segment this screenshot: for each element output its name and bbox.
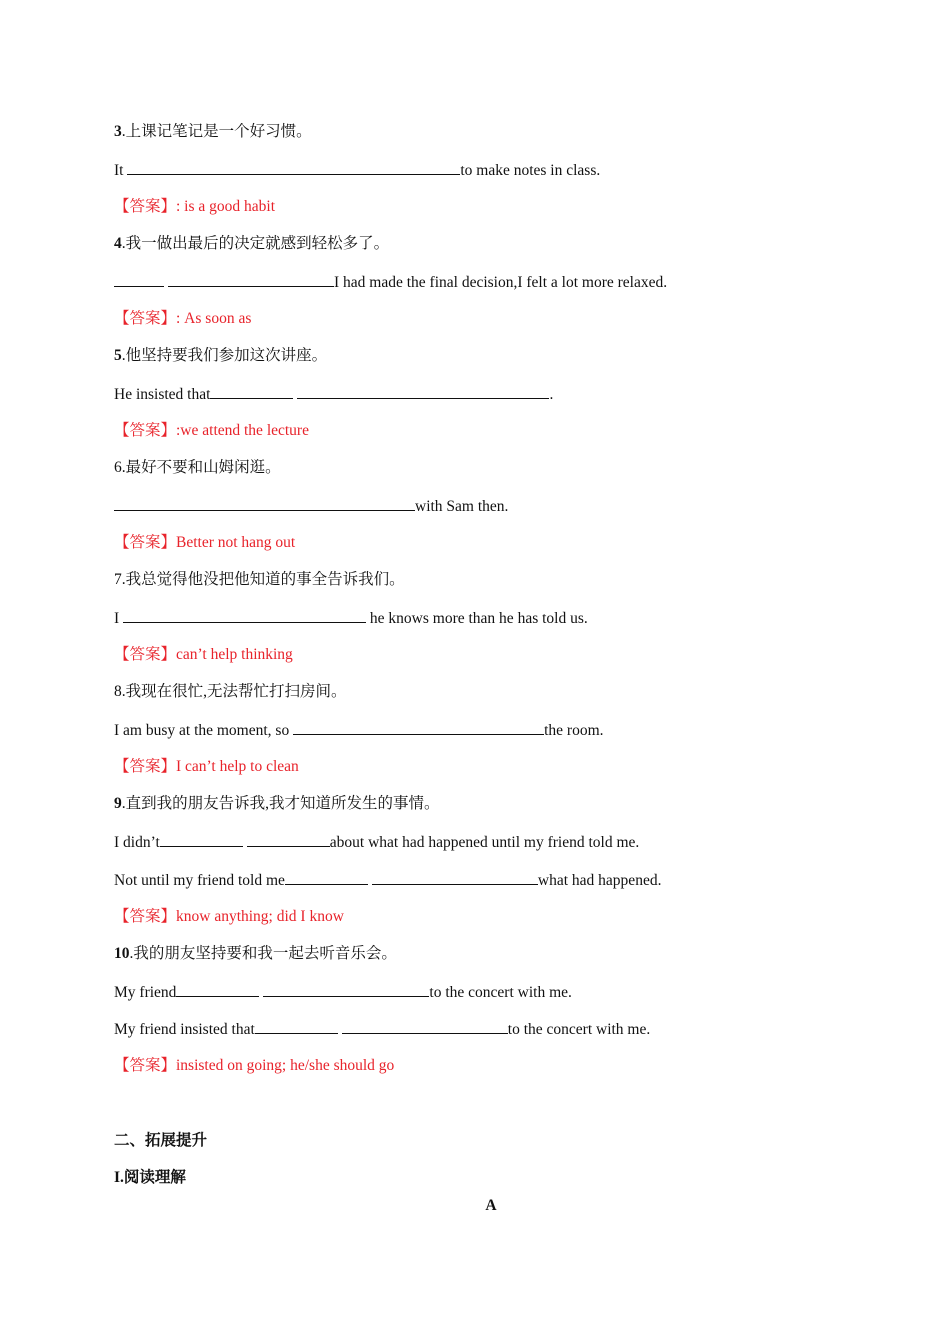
q9-prompt (114, 794, 440, 814)
q6-text-post: with Sam then. (415, 498, 509, 515)
q10-s2-blank-2[interactable] (342, 1019, 508, 1034)
q10-chinese: .我的朋友坚持要和我一起去听音乐会。 (129, 945, 397, 962)
q5-blank-2[interactable] (297, 384, 549, 399)
q10-s1-blank-1[interactable] (176, 982, 259, 997)
q5-chinese: .他坚持要我们参加这次讲座。 (121, 347, 328, 364)
q3-sentence (114, 160, 600, 181)
q9-sentence-2 (114, 870, 661, 891)
q4-blank-2[interactable] (168, 272, 334, 287)
q9-chinese: .直到我的朋友告诉我,我才知道所发生的事情。 (121, 795, 440, 812)
q6-sentence (114, 496, 508, 517)
q9-s2-text-post: what had happened. (537, 872, 662, 889)
q8-sentence (114, 720, 604, 741)
q9-s2-blank-1[interactable] (285, 870, 368, 885)
q7-prompt: 7.我总觉得他没把他知道的事全告诉我们。 (114, 571, 405, 588)
q9-sentence-1 (114, 832, 639, 853)
q10-answer: 【答案】insisted on going; he/she should go (114, 1057, 395, 1074)
q4-chinese: .我一做出最后的决定就感到轻松多了。 (121, 235, 390, 252)
q9-s1-blank-1[interactable] (160, 832, 243, 847)
q4-prompt (114, 234, 389, 254)
q6-prompt: 6.最好不要和山姆闲逛。 (114, 459, 281, 476)
q10-s1-text-pre: My friend (114, 984, 177, 1001)
q7-sentence (114, 608, 588, 629)
q5-prompt (114, 346, 327, 366)
q3-answer: 【答案】: is a good habit (114, 198, 276, 215)
q9-s1-text-pre: I didn’t (114, 834, 160, 851)
q9-s2-blank-2[interactable] (372, 870, 538, 885)
q3-prompt (114, 122, 312, 142)
q10-s2-blank-1[interactable] (255, 1019, 338, 1034)
q6-blank[interactable] (114, 496, 415, 511)
q5-text-pre: He insisted that (114, 386, 211, 403)
q10-s2-text-pre: My friend insisted that (114, 1021, 255, 1038)
q10-sentence-2 (114, 1019, 650, 1040)
q5-text-post: . (549, 386, 554, 403)
q9-s1-text-post: about what had happened until my friend told me. (329, 834, 640, 851)
passage-label: A (485, 1197, 497, 1214)
q4-blank-1[interactable] (114, 272, 164, 287)
q3-text-post: to make notes in class. (460, 162, 601, 179)
q4-answer: 【答案】: As soon as (114, 310, 252, 327)
q7-text-post: he knows more than he has told us. (366, 610, 588, 627)
q8-answer: 【答案】I can’t help to clean (114, 758, 299, 775)
q10-s1-blank-2[interactable] (263, 982, 429, 997)
section-title: 二、拓展提升 (114, 1132, 208, 1149)
q4-sentence (114, 272, 667, 293)
q10-prompt (114, 944, 397, 964)
section-subtitle-num: I. (114, 1169, 124, 1186)
section-subtitle-text: 阅读理解 (123, 1169, 186, 1186)
q5-answer: 【答案】:we attend the lecture (114, 422, 309, 439)
q10-number: 10 (114, 945, 130, 962)
q8-text-pre: I am busy at the moment, so (114, 722, 294, 739)
q4-number: 4 (114, 235, 122, 252)
q9-answer: 【答案】know anything; did I know (114, 908, 344, 925)
q8-blank[interactable] (293, 720, 544, 735)
q7-blank[interactable] (123, 608, 366, 623)
q9-s2-text-pre: Not until my friend told me (114, 872, 285, 889)
q4-text-post: I had made the final decision,I felt a lot more relaxed. (334, 274, 668, 291)
section-subtitle (114, 1168, 186, 1188)
q3-chinese: .上课记笔记是一个好习惯。 (121, 123, 312, 140)
q10-s2-text-post: to the concert with me. (507, 1021, 651, 1038)
q9-s1-blank-2[interactable] (247, 832, 330, 847)
q7-answer: 【答案】can’t help thinking (114, 646, 293, 663)
q5-number: 5 (114, 347, 122, 364)
q10-sentence-1 (114, 982, 572, 1003)
q5-blank-1[interactable] (210, 384, 293, 399)
q3-blank[interactable] (127, 160, 460, 175)
q7-text-pre: I (114, 610, 124, 627)
q8-prompt: 8.我现在很忙,无法帮忙打扫房间。 (114, 683, 347, 700)
q6-answer: 【答案】Better not hang out (114, 534, 296, 551)
q9-number: 9 (114, 795, 122, 812)
q8-text-post: the room. (544, 722, 604, 739)
q10-s1-text-post: to the concert with me. (429, 984, 572, 1001)
q3-number: 3 (114, 123, 122, 140)
q5-sentence (114, 384, 553, 405)
q3-text-pre: It (114, 162, 128, 179)
